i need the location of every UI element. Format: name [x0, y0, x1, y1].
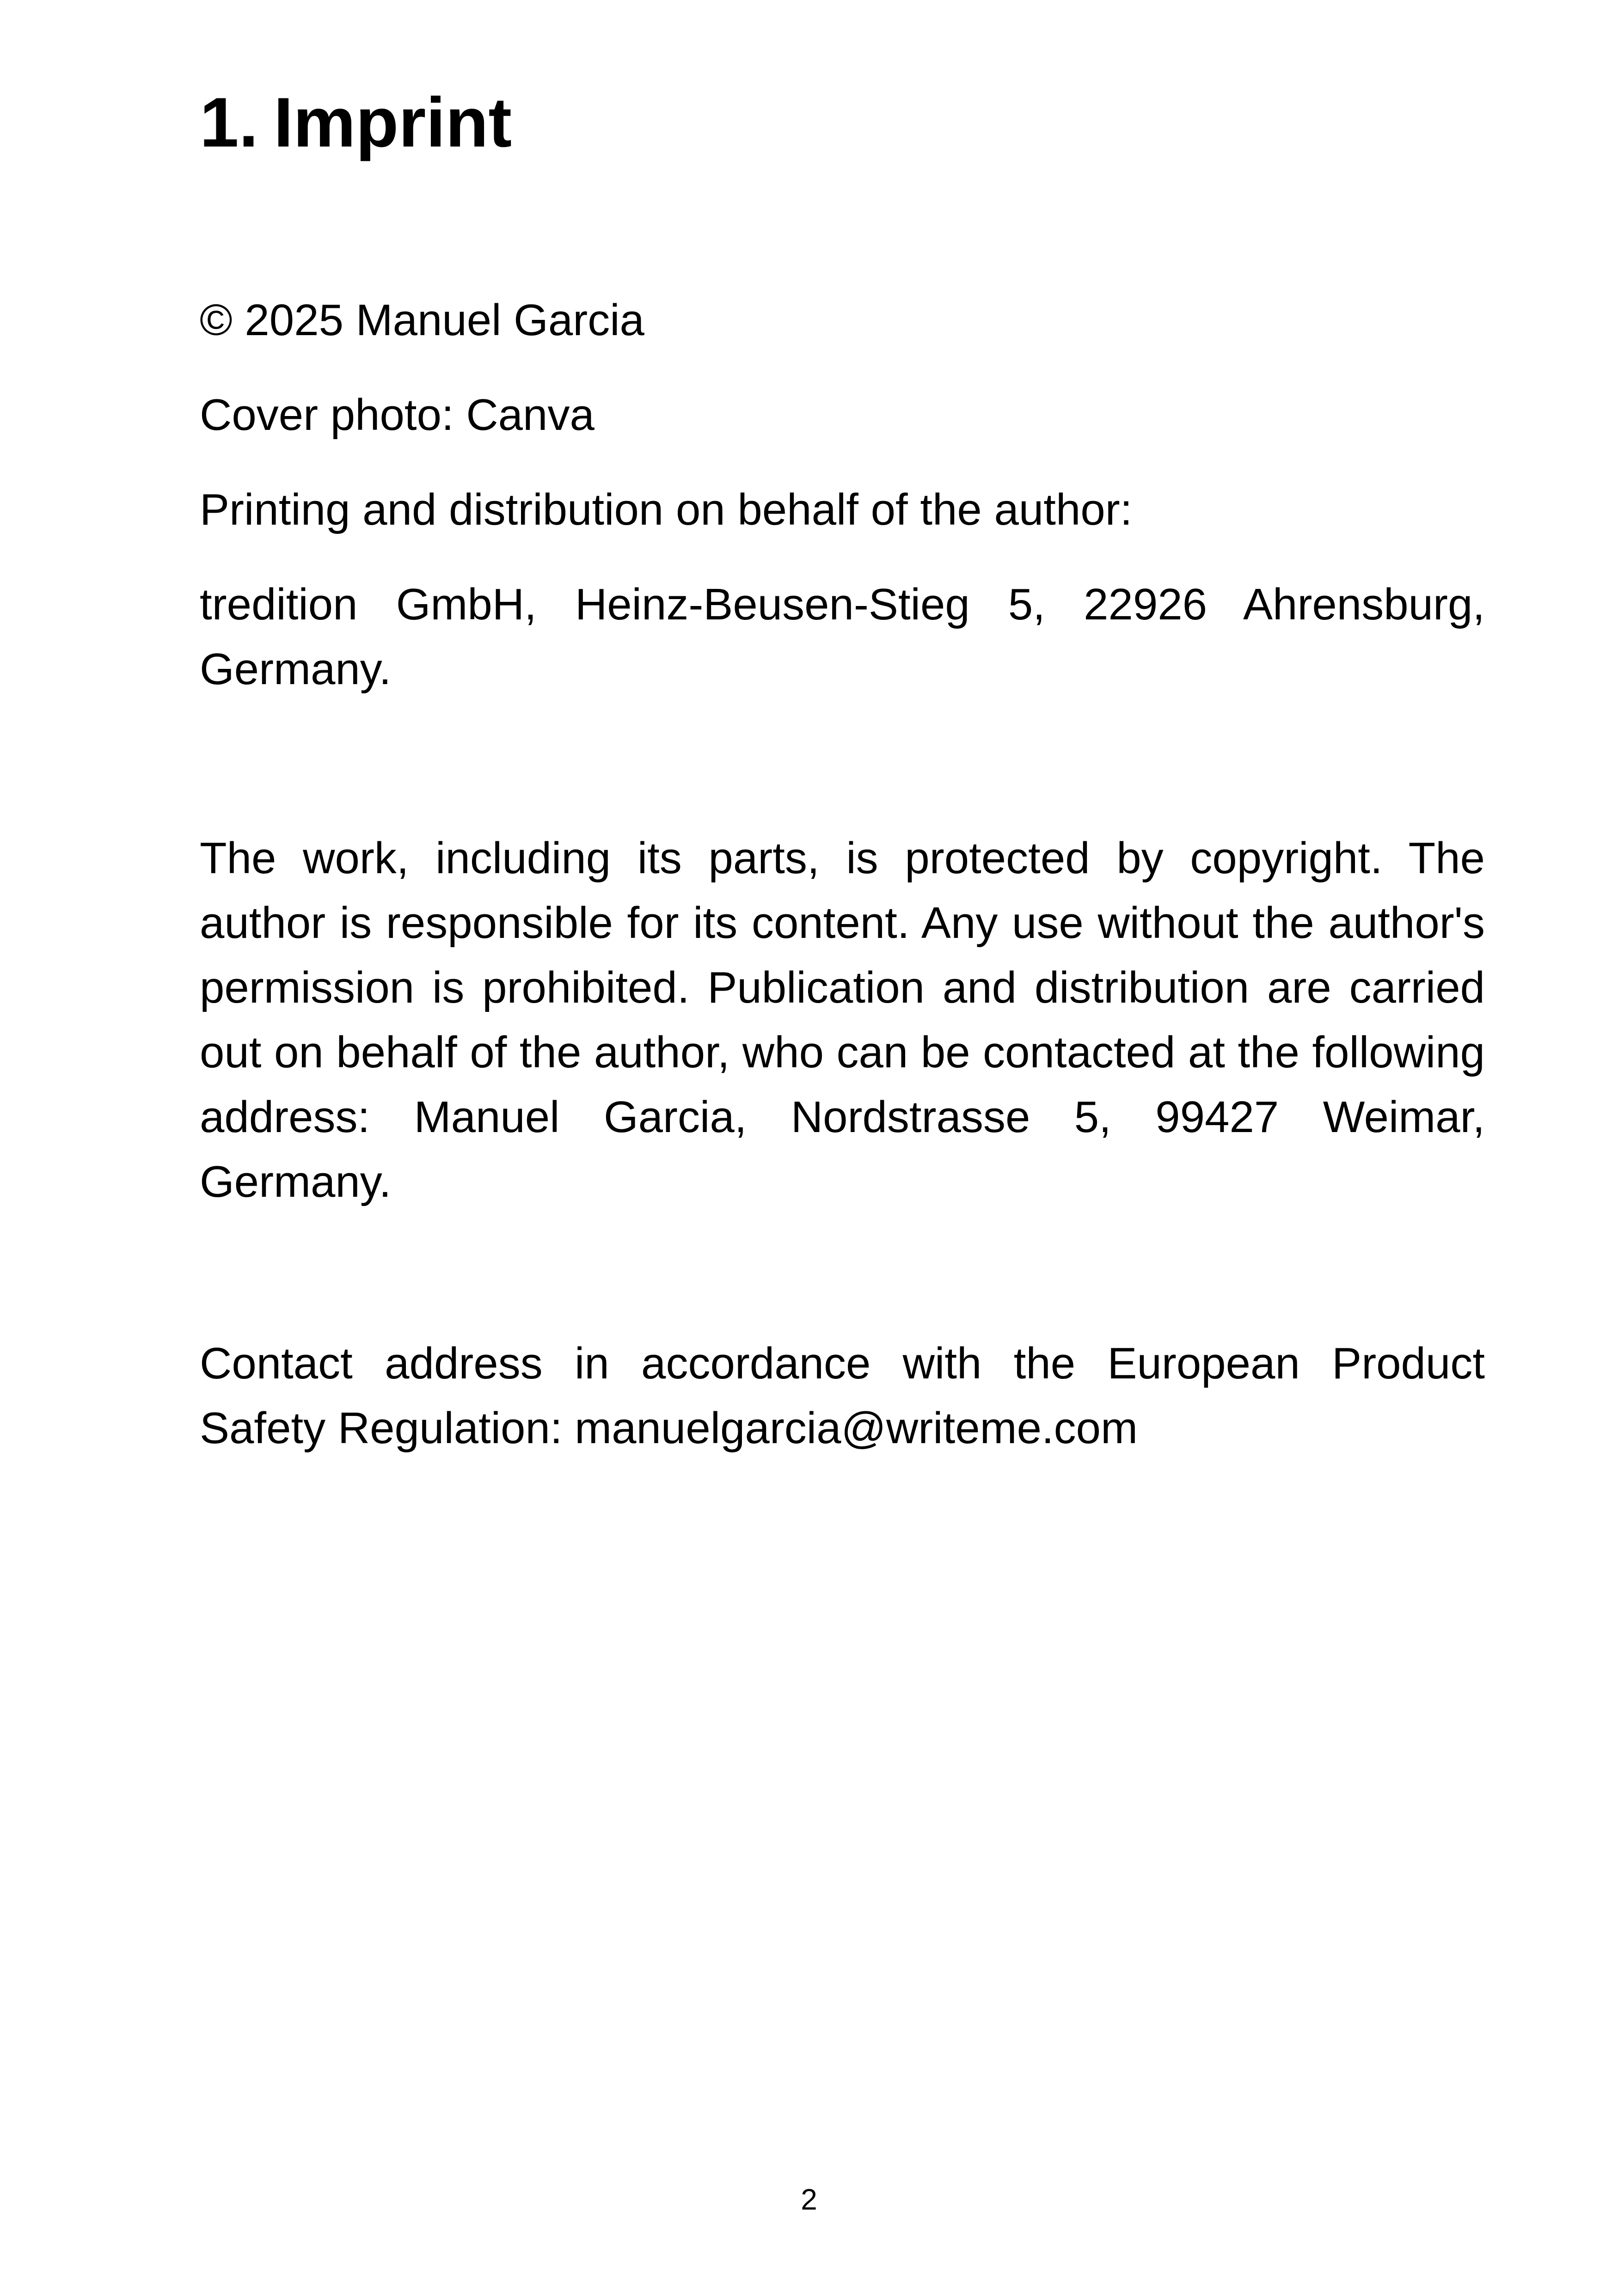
cover-photo-credit: Cover photo: Canva	[200, 390, 594, 440]
product-safety-contact: Contact address in accordance with the European Product Safety Regulation: manuelgarcia@writeme.com	[200, 1339, 1485, 1453]
page-number: 2	[801, 2183, 817, 2216]
chapter-title: Imprint	[274, 83, 512, 162]
chapter-number: 1.	[200, 83, 258, 162]
copyright-line: © 2025 Manuel Garcia	[200, 295, 644, 345]
copyright-notice: The work, including its parts, is protected by copyright. The author is responsible for its content. Any use without the author's permission is prohibited. Publication and distribution are carried out on behalf of the author, who can be contacted at the following address: Manuel Garcia, Nordstrasse 5, 99427 Weimar, Germany.	[200, 833, 1485, 1206]
printer-address: tredition GmbH, Heinz-Beusen-Stieg 5, 22926 Ahrensburg, Germany.	[200, 580, 1485, 694]
printing-label: Printing and distribution on behalf of the author:	[200, 485, 1133, 534]
chapter-heading	[200, 81, 512, 164]
